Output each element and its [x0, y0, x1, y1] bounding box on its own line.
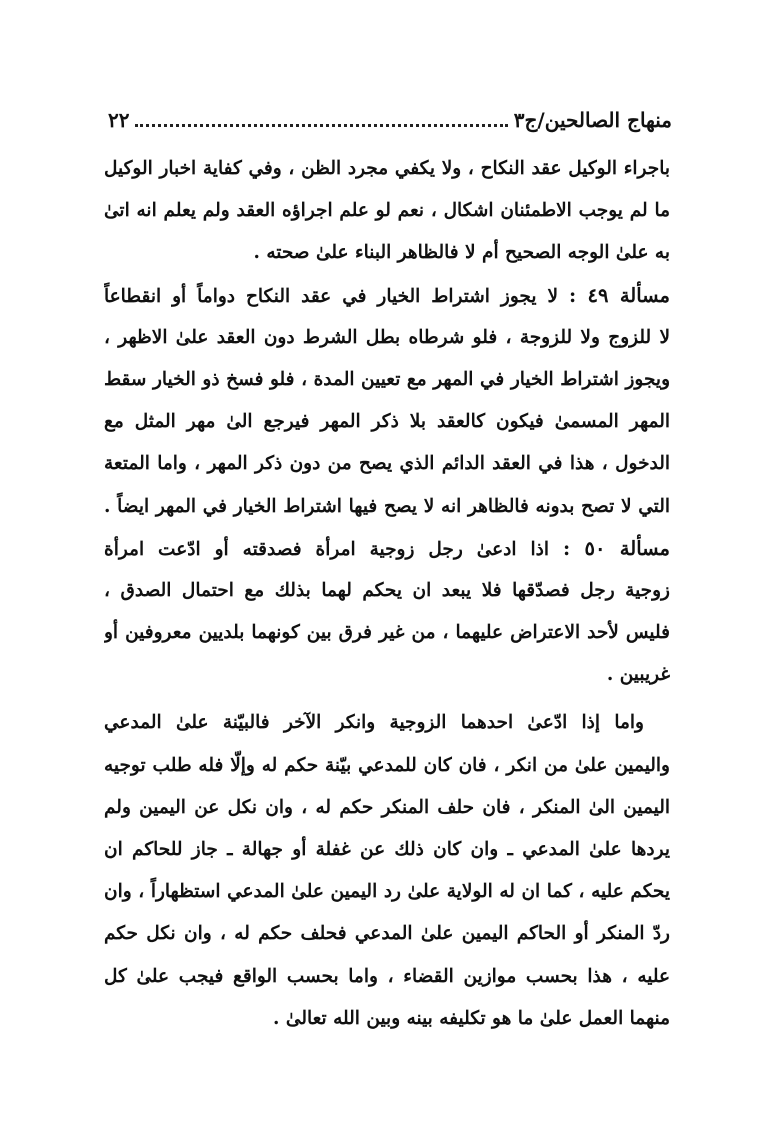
- issue-49-label: مسألة ٤٩ :: [569, 283, 670, 307]
- text-line: لا للزوج ولا للزوجة ، فلو شرطاه بطل الشرط دون العقد علىٰ الاظهر ،: [104, 326, 670, 348]
- book-title: منهاج الصالحين/ج٣: [513, 108, 672, 132]
- issue-50-label: مسألة ٥٠ :: [563, 536, 670, 560]
- text-line: يردها علىٰ المدعي ـ وان كان ذلك عن غفلة أو جهالة ـ جاز للحاكم ان: [104, 839, 670, 860]
- text-line: واما إذا ادّعىٰ احدهما الزوجية وانكر الآخر فالبيّنة علىٰ المدعي: [104, 712, 644, 734]
- header-dot-leader: [135, 124, 507, 127]
- issue-50-first-line: [104, 528, 670, 570]
- text-line: عليه ، هذا بحسب موازين القضاء ، واما بحسب الواقع فيجب علىٰ كل: [104, 965, 670, 987]
- text-line: المهر المسمىٰ فيكون كالعقد بلا ذكر المهر فيرجع الىٰ مهر المثل مع: [104, 411, 670, 433]
- text-line: باجراء الوكيل عقد النكاح ، ولا يكفي مجرد الظن ، وفي كفاية اخبار الوكيل: [104, 158, 670, 179]
- issue-49-first-line: [104, 275, 670, 317]
- text-line: ما لم يوجب الاطمئنان اشكال ، نعم لو علم اجراؤه العقد ولم يعلم انه اتىٰ: [104, 200, 670, 222]
- text-line: به علىٰ الوجه الصحيح أم لا فالظاهر البناء علىٰ صحته .: [253, 242, 670, 264]
- text-line: الدخول ، هذا في العقد الدائم الذي يصح من دون ذكر المهر ، واما المتعة: [104, 453, 670, 475]
- text-line: اليمين الىٰ المنكر ، فان حلف المنكر حكم له ، وان نكل عن اليمين ولم: [104, 796, 670, 818]
- text-line: فليس لأحد الاعتراض عليهما ، من غير فرق بين كونهما بلديين معروفين أو: [104, 622, 670, 644]
- text-line: ردّ المنكر أو الحاكم اليمين علىٰ المدعي فحلف حكم له ، وان نكل حكم: [104, 923, 670, 945]
- text-line: واليمين علىٰ من انكر ، فان كان للمدعي بيّنة حكم له وإلّا فله طلب توجيه: [104, 754, 670, 776]
- text-line: يحكم عليه ، كما ان له الولاية علىٰ رد اليمين علىٰ المدعي استظهاراً ، وان: [104, 881, 670, 903]
- body-text: [104, 148, 670, 1040]
- text-line: غريبين .: [606, 664, 670, 686]
- page-number: ٢٢: [108, 108, 130, 132]
- text-line: ويجوز اشتراط الخيار في المهر مع تعيين المدة ، فلو فسخ ذو الخيار سقط: [104, 368, 670, 390]
- text-fragment: لا يجوز اشتراط الخيار في عقد النكاح دواماً أو انقطاعاً: [104, 285, 559, 307]
- text-line: منهما العمل علىٰ ما هو تكليفه بينه وبين الله تعالىٰ .: [273, 1007, 670, 1029]
- running-header: [108, 100, 672, 140]
- text-fragment: اذا ادعىٰ رجل زوجية امرأة فصدقته أو ادّعت امرأة: [104, 538, 550, 560]
- text-line: زوجية رجل فصدّقها فلا يبعد ان يحكم لهما بذلك مع احتمال الصدق ،: [104, 579, 670, 601]
- text-line: التي لا تصح بدونه فالظاهر انه لا يصح فيها اشتراط الخيار في المهر ايضاً .: [104, 495, 670, 517]
